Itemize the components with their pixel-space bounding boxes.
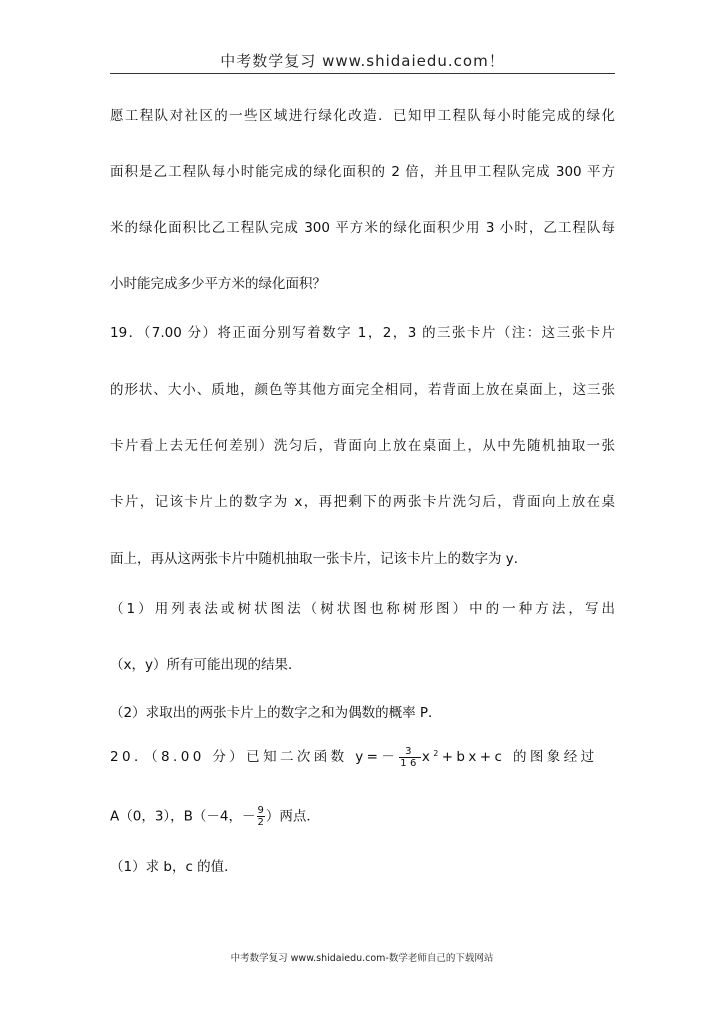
q19-line-1: 19．（7.00 分）将正面分别写着数字 1，2，3 的三张卡片（注：这三张卡片 [110, 325, 615, 341]
page-header-title: 中考数学复习 www.shidaiedu.com！ [220, 52, 505, 70]
q20-exponent: 2 [433, 749, 442, 758]
q20-points-prefix: A（0，3），B（－4，－ [110, 808, 256, 825]
q20-part1: （1）求 b，c 的值． [110, 859, 238, 875]
q18-line-1: 愿工程队对社区的一些区域进行绿化改造．已知甲工程队每小时能完成的绿化 [110, 108, 615, 124]
q19-line-5: 面上，再从这两张卡片中随机抽取一张卡片，记该卡片上的数字为 y． [110, 551, 528, 567]
q20-text-prefix: 20．（8.00 分）已知二次函数 y=－ [110, 749, 399, 765]
q19-line-2: 的形状、大小、质地，颜色等其他方面完全相同，若背面上放在桌面上，这三张 [110, 382, 615, 398]
q20-fraction [399, 746, 421, 769]
q19-part1-line-2: （x，y）所有可能出现的结果． [110, 657, 302, 673]
q20-line-2 [110, 805, 615, 828]
header-divider [110, 73, 615, 74]
q19-part2: （2）求取出的两张卡片上的数字之和为偶数的概率 P． [110, 705, 442, 721]
q20-point-b-fraction [257, 805, 265, 828]
q18-line-2: 面积是乙工程队每小时能完成的绿化面积的 2 倍，并且甲工程队完成 300 平方 [110, 164, 615, 180]
q20-point-b-numerator: 9 [257, 805, 264, 816]
q18-line-4: 小时能完成多少平方米的绿化面积？ [110, 276, 326, 292]
q19-line-4: 卡片，记该卡片上的数字为 x，再把剩下的两张卡片洗匀后，背面向上放在桌 [110, 494, 615, 510]
q18-line-3: 米的绿化面积比乙工程队完成 300 平方米的绿化面积少用 3 小时，乙工程队每 [110, 220, 615, 236]
q20-point-b-denominator: 2 [257, 817, 264, 828]
q20-line-1 [110, 744, 615, 769]
q19-part1-line-1: （1）用列表法或树状图法（树状图也称树形图）中的一种方法，写出 [110, 601, 615, 617]
q20-variable-x: x [421, 749, 434, 765]
q20-points-suffix: ）两点． [265, 808, 320, 825]
q20-fraction-numerator: 3 [399, 746, 421, 758]
q20-fraction-denominator: 16 [400, 757, 420, 769]
q19-line-3: 卡片看上去无任何差别）洗匀后，背面向上放在桌面上，从中先随机抽取一张 [110, 438, 615, 454]
q20-text-suffix: +bx+c 的图象经过 [441, 749, 598, 765]
page-footer: 中考数学复习 www.shidaiedu.com-数学老师自己的下载网站 [230, 953, 494, 964]
